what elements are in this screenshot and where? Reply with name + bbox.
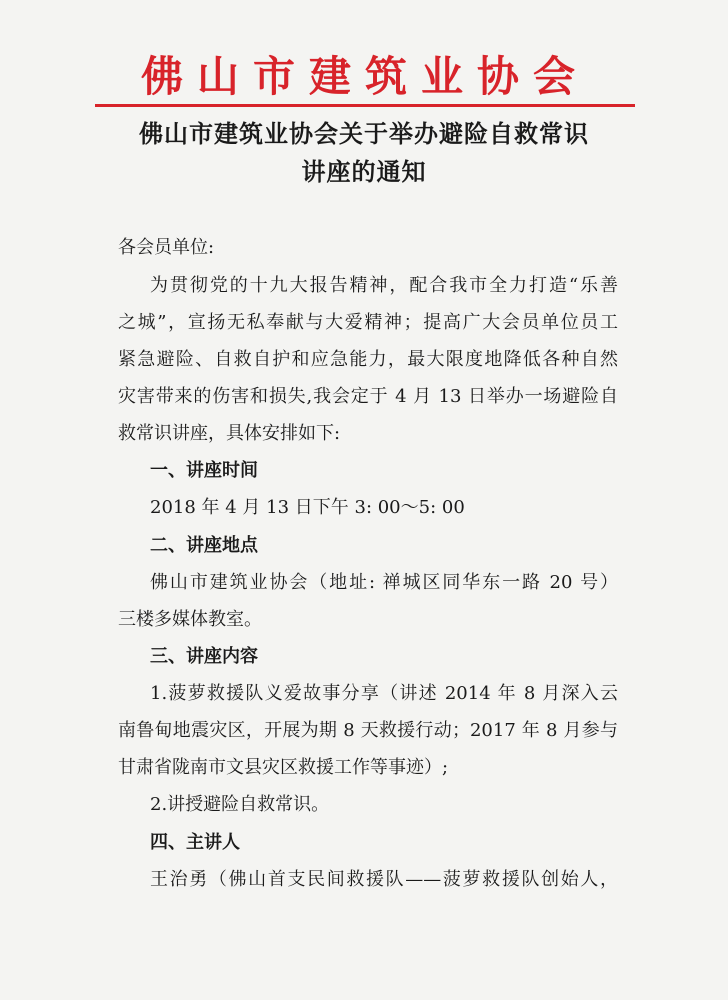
letterhead-title: 佛山市建筑业协会 [140, 52, 589, 101]
notice-title-line-1: 佛山市建筑业协会关于举办避险自救常识 [139, 119, 589, 148]
lecture-location-line-2: 三楼多媒体教室。 [118, 609, 262, 630]
notice-title-line-2: 讲座的通知 [301, 157, 427, 186]
section-heading-time: 一、讲座时间 [150, 460, 258, 481]
intro-line-3: 紧急避险、自救自护和应急能力，最大限度地降低各种自然 [118, 349, 618, 370]
intro-line-5: 救常识讲座，具体安排如下: [118, 423, 341, 444]
intro-line-1: 为贯彻党的十九大报告精神，配合我市全力打造“乐善 [150, 275, 618, 296]
letterhead-red-rule [95, 104, 635, 107]
content-line-1: 1.菠萝救援队义爱故事分享（讲述 2014 年 8 月深入云 [150, 683, 618, 704]
intro-line-4: 灾害带来的伤害和损失,我会定于 4 月 13 日举办一场避险自 [118, 386, 618, 407]
content-line-2: 南鲁甸地震灾区，开展为期 8 天救援行动；2017 年 8 月参与 [118, 720, 618, 741]
content-line-4: 2.讲授避险自救常识。 [150, 794, 330, 815]
content-line-3: 甘肃省陇南市文县灾区救援工作等事迹）; [118, 757, 449, 778]
lecture-time: 2018 年 4 月 13 日下午 3: 00～5: 00 [150, 497, 465, 518]
section-heading-content: 三、讲座内容 [150, 646, 258, 667]
section-heading-location: 二、讲座地点 [150, 535, 258, 556]
lecture-location-line-1: 佛山市建筑业协会（地址: 禅城区同华东一路 20 号） [150, 572, 618, 593]
section-heading-speaker: 四、主讲人 [150, 832, 240, 853]
salutation: 各会员单位: [118, 237, 215, 258]
intro-line-2: 之城”，宣扬无私奉献与大爱精神；提高广大会员单位员工 [118, 312, 618, 333]
speaker-line-1: 王治勇（佛山首支民间救援队——菠萝救援队创始人， [150, 869, 618, 890]
